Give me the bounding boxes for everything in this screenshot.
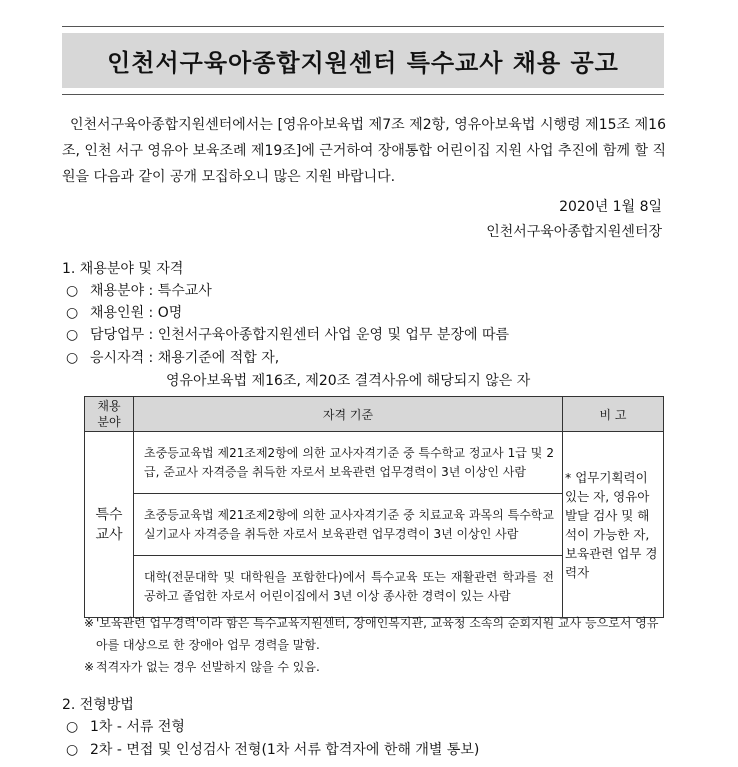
selection-step-1 (66, 716, 185, 736)
note-experience-definition (84, 612, 662, 656)
qualification-table (84, 396, 664, 618)
header-criteria: 자격 기준 (134, 397, 563, 432)
announcement-date: 2020년 1월 8일 (559, 199, 662, 215)
section-heading-recruitment: 1. 채용분야 및 자격 (62, 261, 184, 277)
item-text: 응시자격 : 채용기준에 적합 자, (90, 350, 280, 366)
criteria-cell: 대학(전문대학 및 대학원을 포함한다)에서 특수교육 또는 재활관련 학과를 전공하고 졸업한 자로서 어린이집에서 3년 이상 종사한 경력이 있는 사람 (134, 556, 563, 618)
note-text: '보육관련 업무경력'이라 함은 특수교육지원센터, 장애인복지관, 교육청 소속의 순회지원 교사 등으로서 영유아를 대상으로 한 장애아 업무 경력을 말함. (96, 616, 659, 652)
header-field: 채용 분야 (85, 397, 134, 432)
title-box (62, 33, 664, 88)
recruitment-item-count (66, 302, 182, 322)
bullet-circle: ○ (66, 719, 79, 735)
item-text: 2차 - 면접 및 인성검사 전형(1차 서류 합격자에 한해 개별 통보) (90, 742, 480, 758)
table-header-row (85, 397, 664, 432)
section-heading-selection: 2. 전형방법 (62, 697, 134, 713)
selection-step-2 (66, 739, 479, 759)
item-text: 채용인원 : O명 (90, 305, 183, 321)
bullet-circle: ○ (66, 283, 79, 299)
recruitment-item-field (66, 280, 212, 300)
note-mark: ※ (84, 616, 95, 630)
note-no-selection (84, 656, 662, 678)
title-top-rule (62, 26, 664, 27)
intro-paragraph: 인천서구육아종합지원센터에서는 [영유아보육법 제7조 제2항, 영유아보육법 시행령 제15조 제16조, 인천 서구 영유아 보육조례 제19조]에 근거하여 장애통합 어린이집 지원 사업 추진에 함께 할 직원을 다음과 같이 공개 모집하오니 많은 지원 바랍니다. (62, 117, 666, 185)
header-remarks: 비 고 (563, 397, 664, 432)
title-bottom-rule (62, 94, 664, 95)
item-text: 담당업무 : 인천서구육아종합지원센터 사업 운영 및 업무 분장에 따름 (90, 327, 509, 343)
item-text: 채용분야 : 특수교사 (90, 283, 212, 299)
bullet-circle: ○ (66, 327, 79, 343)
table-row (85, 432, 664, 494)
criteria-cell: 초중등교육법 제21조제2항에 의한 교사자격기준 중 치료교육 과목의 특수학교 실기교사 자격증을 취득한 자로서 보육관련 업무경력이 3년 이상인 사람 (134, 494, 563, 556)
item-text: 1차 - 서류 전형 (90, 719, 185, 735)
bullet-circle: ○ (66, 742, 79, 758)
page-title: 인천서구육아종합지원센터 특수교사 채용 공고 (107, 49, 619, 77)
note-mark: ※ (84, 660, 95, 674)
criteria-cell: 초중등교육법 제21조제2항에 의한 교사자격기준 중 특수학교 정교사 1급 및 2급, 준교사 자격증을 취득한 자로서 보육관련 업무경력이 3년 이상인 사람 (134, 432, 563, 494)
eligibility-continuation: 영유아보육법 제16조, 제20조 결격사유에 해당되지 않은 자 (166, 373, 531, 389)
field-cell: 특수 교사 (85, 432, 134, 618)
bullet-circle: ○ (66, 305, 79, 321)
remarks-cell: * 업무기획력이 있는 자, 영유아발달 검사 및 해석이 가능한 자, 보육관련 업무 경력자 (563, 432, 664, 618)
recruitment-item-duties (66, 324, 509, 344)
bullet-circle: ○ (66, 350, 79, 366)
note-text: 적격자가 없는 경우 선발하지 않을 수 있음. (96, 660, 320, 674)
announcing-organization: 인천서구육아종합지원센터장 (486, 224, 662, 240)
recruitment-item-eligibility (66, 347, 279, 367)
